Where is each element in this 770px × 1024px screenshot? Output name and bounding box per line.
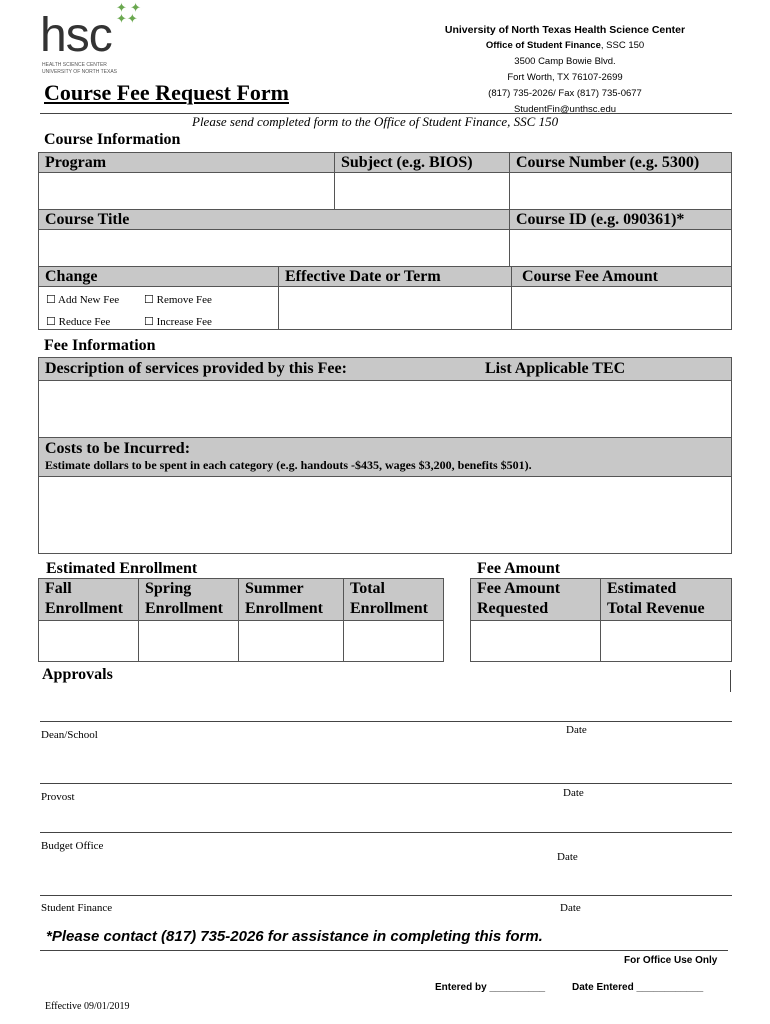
- dean-label: Dean/School: [41, 729, 98, 741]
- total-enrollment-field[interactable]: [343, 620, 444, 662]
- spring-enrollment-field[interactable]: [138, 620, 239, 662]
- org-address2: Fort Worth, TX 76107-2699: [507, 72, 623, 83]
- org-block: [420, 22, 710, 118]
- provost-label: Provost: [41, 791, 75, 803]
- fee-amount-table: [470, 578, 732, 662]
- effective-header: Effective Date or Term: [278, 266, 512, 287]
- logo-tagline-2: UNIVERSITY OF NORTH TEXAS: [42, 69, 118, 75]
- summer-enrollment-header: Summer Enrollment: [238, 578, 344, 621]
- finance-signature-line[interactable]: [40, 895, 732, 896]
- approvals-edge: [730, 670, 731, 692]
- add-new-fee-checkbox[interactable]: ☐ Add New Fee: [46, 294, 120, 306]
- costs-field[interactable]: [38, 476, 732, 554]
- entered-by: Entered by __________: [435, 982, 546, 993]
- fee-info-title: Fee Information: [44, 337, 156, 354]
- form-title: Course Fee Request Form: [44, 80, 289, 105]
- fee-requested-header: Fee Amount Requested: [470, 578, 601, 621]
- course-id-field[interactable]: [509, 229, 732, 267]
- budget-office-label: Budget Office: [41, 840, 104, 852]
- change-options: [38, 286, 279, 330]
- budget-date-label: Date: [557, 851, 578, 863]
- subject-header: Subject (e.g. BIOS): [334, 152, 510, 173]
- contact-note: *Please contact (817) 735-2026 for assistance in completing this form.: [46, 928, 543, 945]
- provost-signature-line[interactable]: [40, 783, 732, 784]
- dean-signature-line[interactable]: [40, 721, 732, 722]
- logo: [40, 0, 170, 78]
- fee-requested-field[interactable]: [470, 620, 601, 662]
- total-revenue-field[interactable]: [600, 620, 732, 662]
- fee-amount-title: Fee Amount: [477, 560, 561, 577]
- instruction: Please send completed form to the Office of Student Finance, SSC 150: [192, 114, 559, 129]
- reduce-fee-checkbox[interactable]: ☐ Reduce Fee: [46, 316, 111, 328]
- sparkle-icon: ✦ ✦ ✦✦: [116, 0, 142, 26]
- date-entered: Date Entered ____________: [572, 982, 704, 993]
- office-use-title: For Office Use Only: [624, 955, 718, 966]
- fall-enrollment-field[interactable]: [38, 620, 139, 662]
- enrollment-table: [38, 578, 444, 662]
- org-office: Office of Student Finance, SSC 150: [485, 40, 645, 51]
- increase-fee-checkbox[interactable]: ☐ Increase Fee: [144, 316, 212, 328]
- course-number-header: Course Number (e.g. 5300): [509, 152, 732, 173]
- remove-fee-checkbox[interactable]: ☐ Remove Fee: [144, 294, 212, 306]
- spring-enrollment-header: Spring Enrollment: [138, 578, 239, 621]
- subject-field[interactable]: [334, 172, 510, 210]
- budget-signature-line[interactable]: [40, 832, 732, 833]
- summer-enrollment-field[interactable]: [238, 620, 344, 662]
- course-info-title: Course Information: [44, 131, 181, 148]
- program-header: Program: [38, 152, 335, 173]
- approvals-title: Approvals: [42, 666, 113, 683]
- fall-enrollment-header: Fall Enrollment: [38, 578, 139, 621]
- fee-amount-field[interactable]: [511, 286, 732, 330]
- change-header: Change: [38, 266, 279, 287]
- course-title-field[interactable]: [38, 229, 510, 267]
- costs-header: Costs to be Incurred: Estimate dollars to be spent in each category (e.g. handouts -$435, wages $3,200, benefits $501).: [38, 437, 732, 477]
- student-finance-label: Student Finance: [41, 902, 113, 914]
- total-revenue-header: Estimated Total Revenue: [600, 578, 732, 621]
- course-number-field[interactable]: [509, 172, 732, 210]
- fee-amount-header: Course Fee Amount: [511, 266, 732, 287]
- course-id-header: Course ID (e.g. 090361)*: [509, 209, 732, 230]
- description-header: Description of services provided by this Fee: List Applicable TEC: [38, 357, 732, 381]
- provost-date-label: Date: [563, 787, 584, 799]
- contact-divider: [40, 950, 728, 951]
- dean-date-label: Date: [566, 724, 587, 736]
- logo-text: hsc: [40, 9, 112, 62]
- finance-date-label: Date: [560, 902, 581, 914]
- org-email: StudentFin@unthsc.edu: [513, 104, 617, 115]
- org-address1: 3500 Camp Bowie Blvd.: [514, 56, 616, 67]
- effective-date: Effective 09/01/2019: [45, 1001, 130, 1012]
- org-name: University of North Texas Health Science Center: [444, 24, 686, 36]
- logo-tagline: HEALTH SCIENCE CENTER: [42, 62, 107, 68]
- description-field[interactable]: [38, 380, 732, 438]
- total-enrollment-header: Total Enrollment: [343, 578, 444, 621]
- course-title-header: Course Title: [38, 209, 510, 230]
- org-phone: (817) 735-2026/ Fax (817) 735-0677: [488, 88, 642, 99]
- enrollment-title: Estimated Enrollment: [46, 560, 198, 577]
- program-field[interactable]: [38, 172, 335, 210]
- effective-field[interactable]: [278, 286, 512, 330]
